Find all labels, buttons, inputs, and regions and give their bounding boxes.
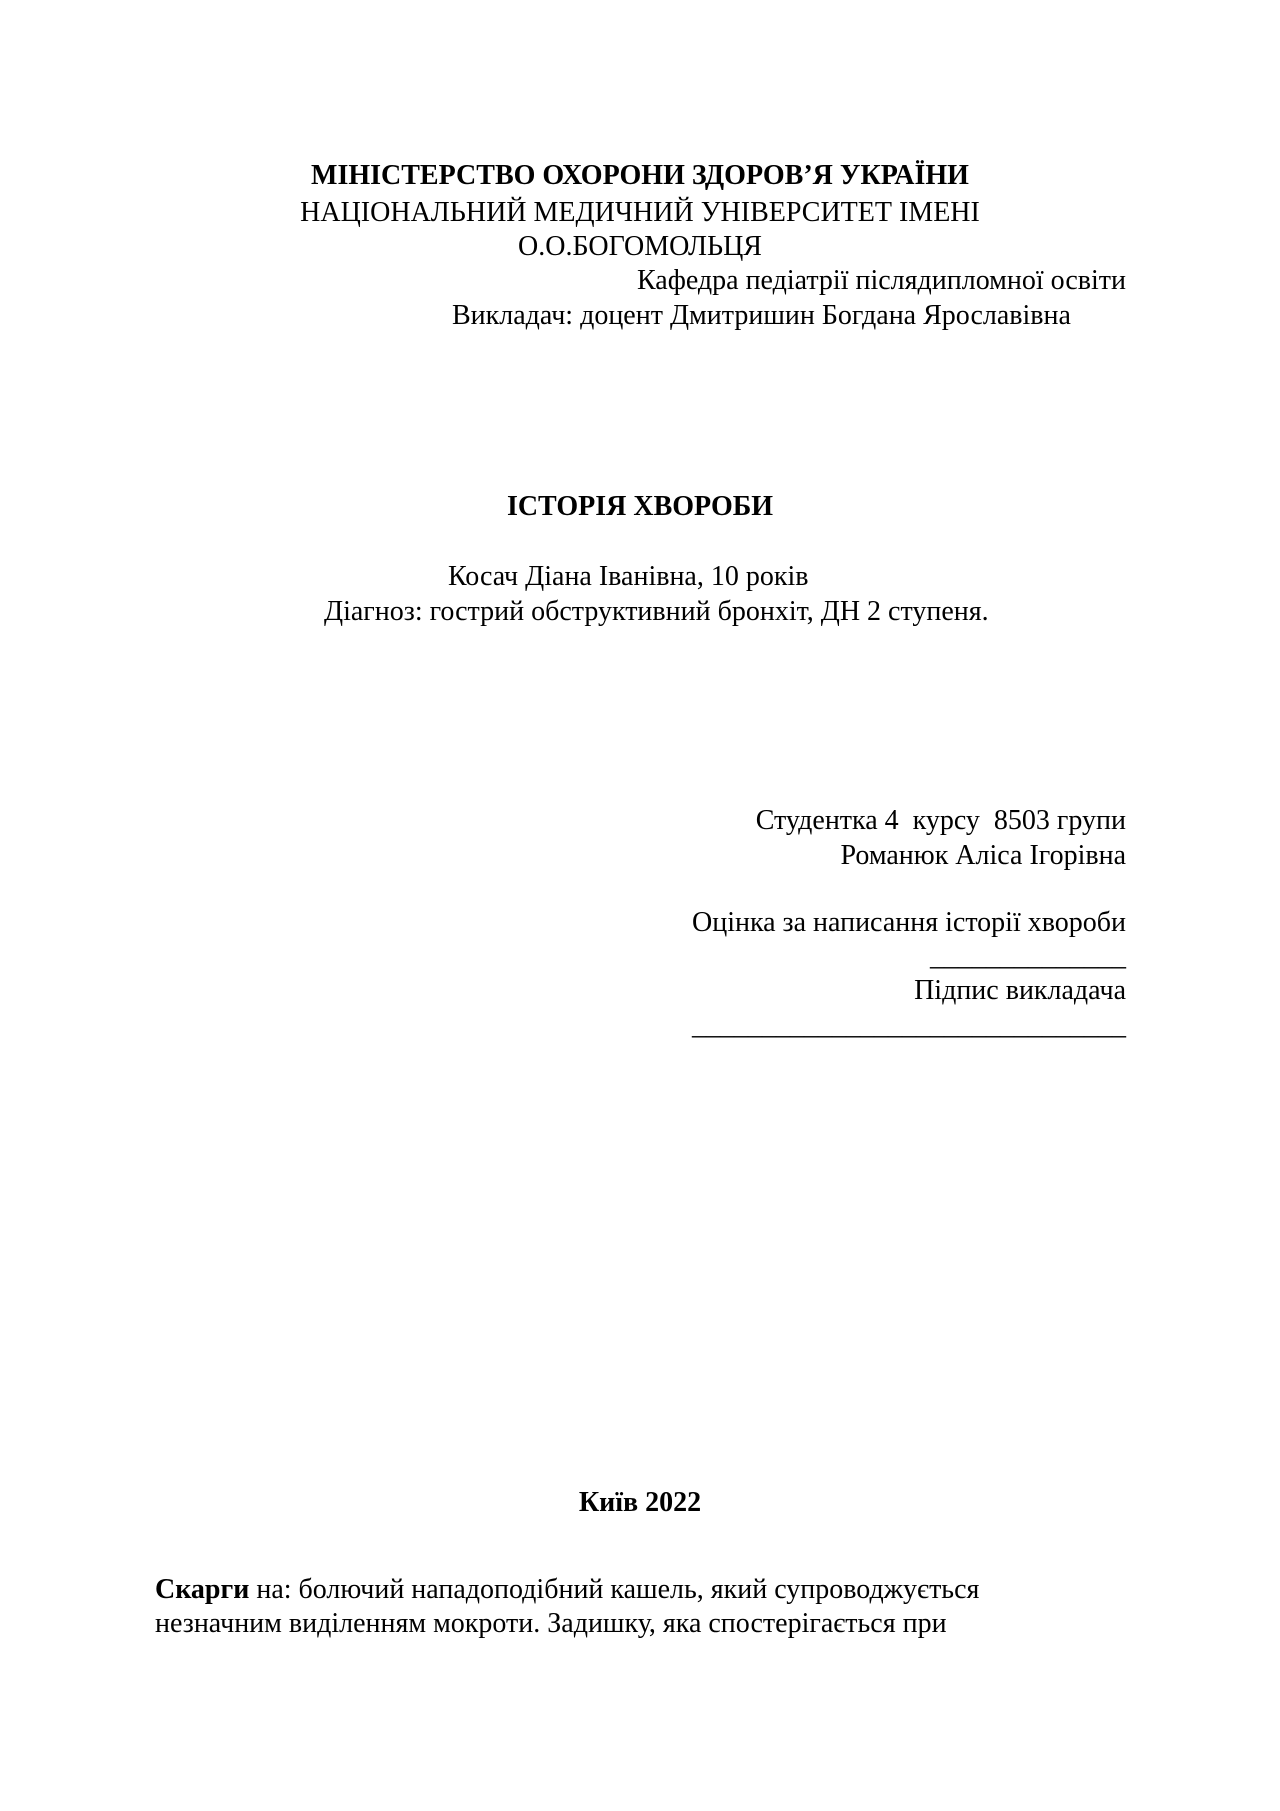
- ministry-heading: МІНІСТЕРСТВО ОХОРОНИ ЗДОРОВ’Я УКРАЇНИ: [311, 160, 969, 191]
- signature-label: Підпис викладача: [914, 975, 1126, 1006]
- complaints-line2: незначним виділенням мокроти. Задишку, яка спостерігається при: [155, 1608, 947, 1639]
- student-name: Романюк Аліса Ігорівна: [840, 840, 1126, 871]
- complaints-line1-text: на: болючий нападоподібний кашель, який супроводжується: [249, 1574, 980, 1605]
- student-course-group: Студентка 4 курсу 8503 групи: [755, 805, 1126, 836]
- complaints-paragraph: [155, 1573, 1085, 1641]
- signature-blank-line: _______________________________: [692, 1010, 1126, 1041]
- city-year: Київ 2022: [578, 1487, 702, 1518]
- patient-name-age: Косач Діана Іванівна, 10 років: [448, 561, 809, 592]
- grade-blank-line: ______________: [930, 941, 1126, 972]
- grade-label: Оцінка за написання історії хвороби: [691, 907, 1126, 938]
- university-name-line2: О.О.БОГОМОЛЬЦЯ: [518, 231, 762, 262]
- complaints-label: Скарги: [155, 1574, 250, 1605]
- university-name-line1: НАЦІОНАЛЬНИЙ МЕДИЧНИЙ УНІВЕРСИТЕТ ІМЕНІ: [300, 197, 980, 228]
- complaints-line1: [155, 1573, 1085, 1607]
- teacher-name: Викладач: доцент Дмитришин Богдана Ярославівна: [452, 300, 1071, 331]
- document-title: ІСТОРІЯ ХВОРОБИ: [506, 491, 774, 522]
- patient-diagnosis: Діагноз: гострий обструктивний бронхіт, ДН 2 ступеня.: [324, 596, 989, 627]
- department-name: Кафедра педіатрії післядипломної освіти: [636, 265, 1126, 296]
